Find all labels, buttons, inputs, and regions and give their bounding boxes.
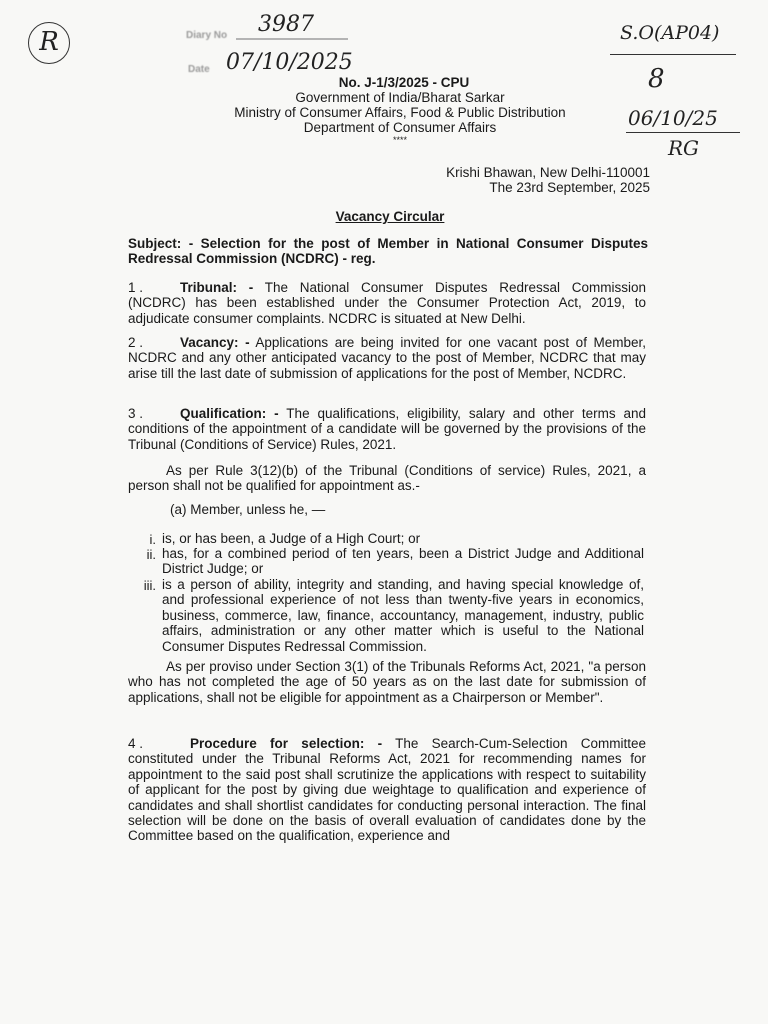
file-number: No. J-1/3/2025 - CPU <box>338 75 470 90</box>
para-4-heading: Procedure for selection: - <box>190 736 383 751</box>
handwritten-underline <box>610 54 736 55</box>
item-2-number: ii. <box>146 547 156 562</box>
subject-line: Subject: - Selection for the post of Member in National Consumer Disputes Redressal Commission (NCDRC) - reg. <box>128 236 648 267</box>
item-2-text: has, for a combined period of ten years, been a District Judge and Additional District Judge; or <box>162 546 644 577</box>
header-stars: **** <box>392 135 407 145</box>
item-3-number: iii. <box>143 578 156 593</box>
para-3-heading: Qualification: - <box>180 406 279 421</box>
para-1-text: The National Consumer Disputes Redressal Commission (NCDRC) has been established under the Consumer Protection Act, 2019, to adjudicate consumer complaints. NCDRC is situated at New Delhi. <box>128 280 647 326</box>
handwritten-right-initials: RG <box>668 136 700 160</box>
para-1-heading: Tribunal: - <box>180 280 254 295</box>
para-1-number: 1 . <box>128 280 144 295</box>
header-ministry: Ministry of Consumer Affairs, Food & Public Distribution <box>234 105 566 120</box>
proviso-paragraph: As per proviso under Section 3(1) of the Tribunals Reforms Act, 2021, "a person who has not completed the age of 50 years as on the last date for submission of applications, shall not be eligible for appointment as a Chairperson or Member". <box>128 659 646 705</box>
para-2 <box>128 335 646 381</box>
stamp-diary-label: Diary No <box>186 30 228 41</box>
para-4-number: 4 . <box>128 736 144 751</box>
item-1-number: i. <box>149 532 156 547</box>
handwritten-received-date: 07/10/2025 <box>226 50 353 75</box>
circular-title: Vacancy Circular <box>335 209 445 224</box>
item-1-text: is, or has been, a Judge of a High Court; or <box>162 531 421 546</box>
handwritten-number: 8 <box>648 64 665 94</box>
handwritten-initials-top-left: R <box>28 22 70 64</box>
para-2-heading: Vacancy: - <box>180 335 250 350</box>
handwritten-section-note: S.O(AP04) <box>620 22 720 44</box>
header-department: Department of Consumer Affairs <box>303 120 497 135</box>
para-3-text: The qualifications, eligibility, salary and other terms and conditions of the appointment of a candidate will be governed by the provisions of the Tribunal (Conditions of Service) Rules, 2021. <box>128 406 647 452</box>
header-government: Government of India/Bharat Sarkar <box>295 90 505 105</box>
para-3-number: 3 . <box>128 406 144 421</box>
rule-paragraph: As per Rule 3(12)(b) of the Tribunal (Conditions of service) Rules, 2021, a person shall not be qualified for appointment as.- <box>128 463 646 494</box>
handwritten-diary-number: 3987 <box>258 12 314 37</box>
stamp-date-label: Date <box>188 64 210 75</box>
item-3-text: is a person of ability, integrity and standing, and having special knowledge of, and professional experience of not less than twenty-five years in economics, business, commerce, law, finance, accountancy, management, industry, public affairs, administration or any other matter which is useful to the National Consumer Disputes Redressal Commission. <box>162 577 644 654</box>
para-1 <box>128 280 646 326</box>
para-2-text: Applications are being invited for one vacant post of Member, NCDRC and any other anticipated vacancy to the post of Member, NCDRC that may arise till the last date of submission of applications for the post of Member, NCDRC. <box>128 335 647 381</box>
address-place: Krishi Bhawan, New Delhi-110001 <box>446 165 650 180</box>
stamp-diary-line <box>236 38 348 40</box>
para-4 <box>128 736 646 844</box>
address-date: The 23rd September, 2025 <box>489 180 650 195</box>
handwritten-right-date: 06/10/25 <box>628 106 718 130</box>
member-clause: (a) Member, unless he, — <box>170 502 326 517</box>
para-4-text: The Search-Cum-Selection Committee constituted under the Tribunal Reforms Act, 2021 for recommending names for appointment to the said post shall scrutinize the applications with respect to suitability of applicant for the post by giving due weightage to qualification and experience of candidates and shall shortlist candidates for conducting personal interaction. The final selection will be done on the basis of overall evaluation of candidates done by the Committee based on the qualification, experience and <box>128 736 646 844</box>
para-2-number: 2 . <box>128 335 144 350</box>
para-3 <box>128 406 646 452</box>
